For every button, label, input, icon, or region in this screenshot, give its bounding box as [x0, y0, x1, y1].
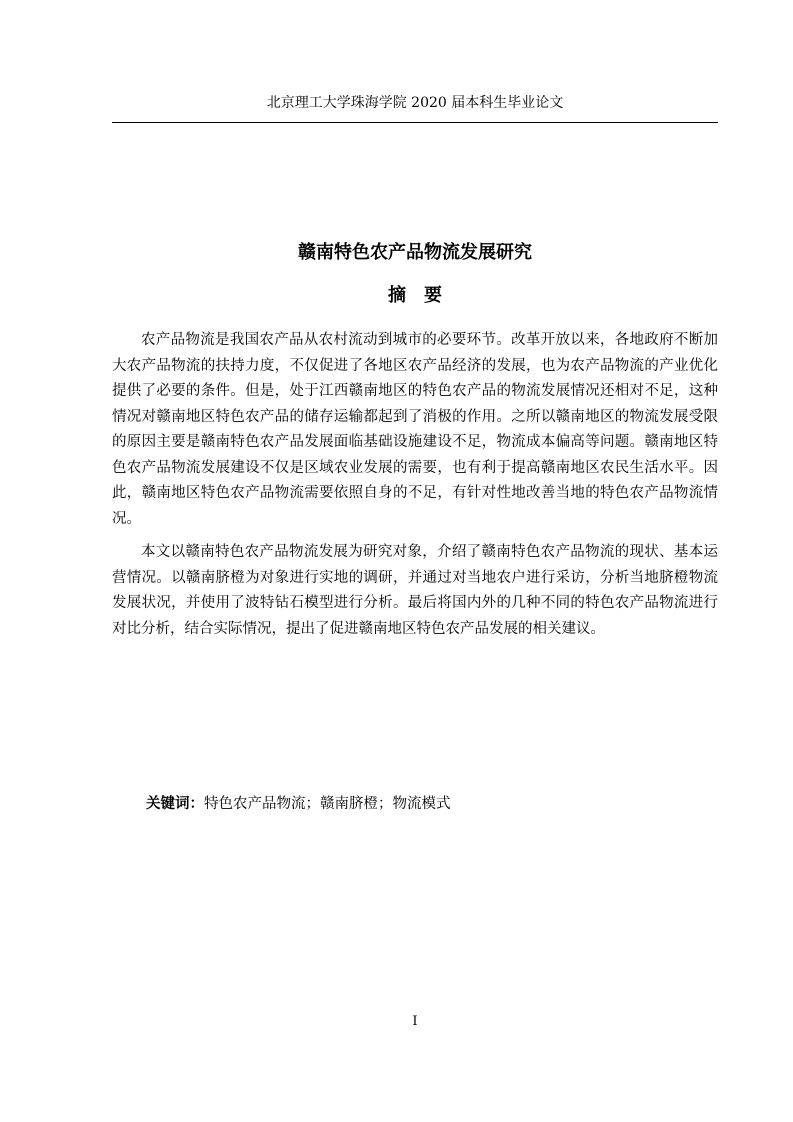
abstract-paragraph-2: 本文以赣南特色农产品物流发展为研究对象，介绍了赣南特色农产品物流的现状、基本运营情况。以赣南脐橙为对象进行实地的调研，并通过对当地农户进行采访，分析当地脐橙物流发展状况，并使用了波特钻石模型进行分析。最后将国内外的几种不同的特色农产品物流进行对比分析，结合实际情况，提出了促进赣南地区特色农产品发展的相关建议。 [112, 544, 718, 637]
page-number: I [412, 1014, 418, 1029]
keywords-line [146, 792, 451, 816]
thesis-title: 赣南特色农产品物流发展研究 [298, 242, 532, 263]
keywords-value: 特色农产品物流；赣南脐橙；物流模式 [204, 796, 451, 812]
header-rule [112, 122, 718, 123]
abstract-heading: 摘要 [388, 285, 460, 306]
running-header: 北京理工大学珠海学院 2020 届本科生毕业论文 [266, 95, 564, 111]
abstract-paragraph-1: 农产品物流是我国农产品从农村流动到城市的必要环节。改革开放以来，各地政府不断加大农产品物流的扶持力度，不仅促进了各地区农产品经济的发展，也为农产品物流的产业优化提供了必要的条件。但是，处于江西赣南地区的特色农产品的物流发展情况还相对不足，这种情况对赣南地区特色农产品的储存运输都起到了消极的作用。之所以赣南地区的物流发展受限的原因主要是赣南特色农产品发展面临基础设施建设不足，物流成本偏高等问题。赣南地区特色农产品物流发展建设不仅是区域农业发展的需要，也有利于提高赣南地区农民生活水平。因此，赣南地区特色农产品物流需要依照自身的不足，有针对性地改善当地的特色农产品物流情况。 [112, 332, 718, 527]
abstract-body [112, 328, 718, 650]
keywords-label: 关键词： [146, 796, 204, 812]
